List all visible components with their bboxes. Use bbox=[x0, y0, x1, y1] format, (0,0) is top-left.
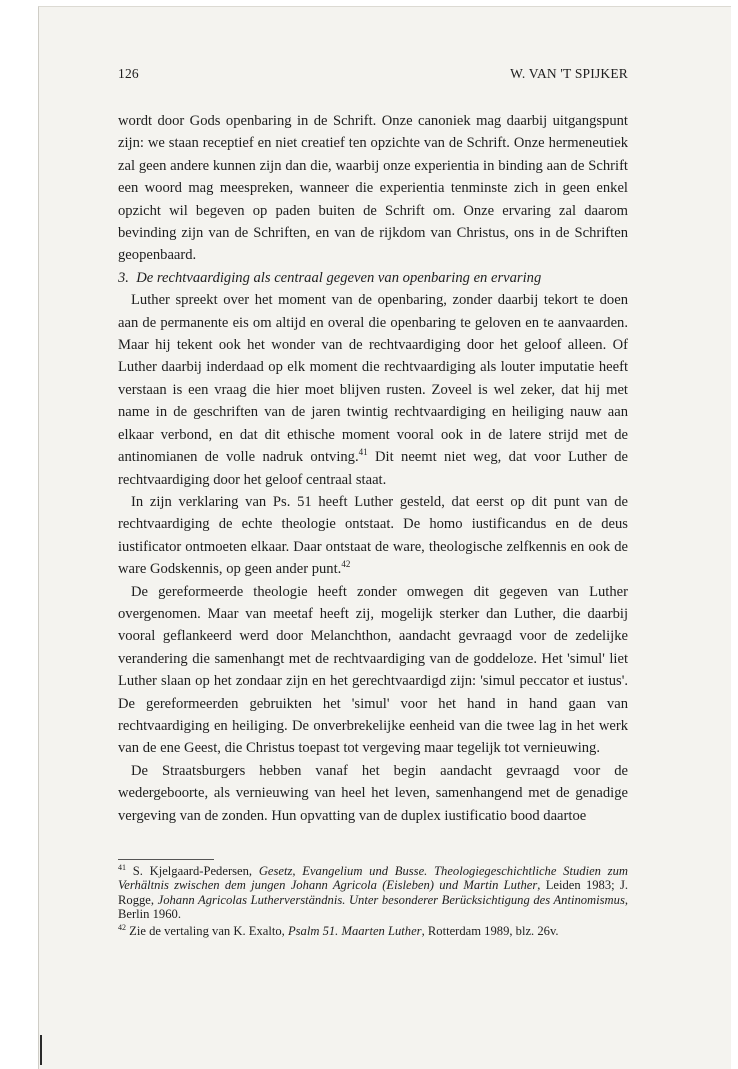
paragraph-intro: wordt door Gods openbaring in de Schrift. Onze canoniek mag daarbij uitgangspunt zijn: we staan receptief en niet creatief ten opzichte van de Schrift. Onze hermeneutiek zal geen andere kunnen zijn dan die, waarbij onze experientia in binding aan de Schrift een woord mag meespreken, wanneer die experientia tenminste zich in geen enkel opzicht wil begeven op paden buiten de Schrift om. Onze ervaring zal daarom bevinding zijn van de Schriften, en van de rijkdom van Christus, ons in de Schriften geopenbaard. bbox=[118, 113, 628, 264]
paragraph-reformed-theology: De gereformeerde theologie heeft zonder omwegen dit gegeven van Luther overgenomen. Maar van meetaf heeft zij, mogelijk sterker dan Luther, die daarbij vooral geflankeerd werd door Melanchthon, aandacht gevraagd voor de zedelijke verandering die samenhangt met de rechtvaardiging van de goddeloze. Het 'simul' liet Luther slaan op het zondaar zijn en het gerechtvaardigd zijn: 'simul peccator et iustus'. De gereformeerden gebruikten het 'simul' voor het hand in hand gaan van rechtvaardiging en heiliging. De onverbrekelijke eenheid van die twee lag in het werk van de ene Geest, die Christus toepast tot vergeving maar tegelijk tot vernieuwing. bbox=[118, 583, 628, 757]
footnote-42 bbox=[118, 924, 628, 938]
footnote-ref-41[interactable]: 41 bbox=[358, 447, 368, 458]
paragraph-text: Luther spreekt over het moment van de openbaring, zonder daarbij tekort te doen aan de permanente eis om altijd en overal die openbaring te geloven en te aanvaarden. Maar hij tekent ook het wonder van de rechtvaardiging door het geloof alleen. Of Luther daarbij inderdaad op elk moment die rechtvaardiging als louter imputatie heeft verstaan is een vraag die hier moet blijven rusten. Zoveel is wel zeker, dat hij met name in de geschriften van de jaren twintig rechtvaardiging en heiliging nauw aan elkaar verbond, en dat dit ethische moment vooral ook in de latere strijd met de antinomianen de volle nadruk ontving. bbox=[118, 292, 628, 466]
running-header bbox=[118, 66, 628, 86]
footnote-title: Psalm 51. Maarten Luther bbox=[287, 924, 422, 939]
scan-edge-mark bbox=[40, 1035, 42, 1065]
paragraph-text: Dit neemt niet weg, dat voor Luther de rechtvaardiging door het geloof centraal staat. bbox=[118, 449, 629, 488]
page-number: 126 bbox=[118, 66, 139, 81]
footnote-divider bbox=[118, 859, 214, 860]
footnote-41 bbox=[118, 864, 628, 921]
footnote-title: Gesetz, Evangelium und Busse. Theologiegeschichtliche Studien zum Verhältnis zwischen dem jungen Johann Agricola (Eisleben) und Martin Luther bbox=[118, 864, 628, 893]
section-title: De rechtvaardiging als centraal gegeven van openbaring en ervaring bbox=[136, 269, 542, 286]
section-heading bbox=[118, 267, 628, 289]
paragraph-luther-revelation bbox=[118, 289, 628, 491]
footnotes bbox=[118, 864, 628, 941]
running-head-author: W. VAN 'T SPIJKER bbox=[510, 66, 628, 81]
section-number: 3. bbox=[118, 269, 129, 286]
footnote-text: , Rotterdam 1989, blz. 26v. bbox=[421, 924, 559, 939]
body-text bbox=[118, 110, 628, 827]
footnote-text: S. Kjelgaard-Pedersen, bbox=[132, 864, 259, 878]
paragraph-text: In zijn verklaring van Ps. 51 heeft Luther gesteld, dat eerst op dit punt van de rechtvaardiging de echte theologie ontstaat. De homo iustificandus en de deus iustificator ontmoeten elkaar. Daar ontstaat de ware, theologische zelfkennis en ook de ware Godskennis, op geen ander punt. bbox=[118, 493, 628, 578]
footnote-text: Zie de vertaling van K. Exalto, bbox=[129, 924, 288, 939]
footnote-title: Johann Agricolas Lutherverständnis. Unter besonderer Berücksichtigung des Antinomismus bbox=[157, 892, 625, 907]
paragraph-strasbourgers: De Straatsburgers hebben vanaf het begin aandacht gevraagd voor de wedergeboorte, als vernieuwing van heel het leven, samenhangend met de genadige vergeving van de zonden. Hun opvatting van de duplex iustificatio bood daartoe bbox=[118, 762, 628, 824]
footnote-text: J. Rogge, bbox=[118, 878, 628, 907]
scan-margin-left bbox=[0, 0, 38, 1068]
footnote-number: 42 bbox=[118, 923, 126, 932]
footnote-number: 41 bbox=[118, 862, 126, 872]
paragraph-psalm-51 bbox=[118, 491, 628, 581]
footnote-text: , Berlin 1960. bbox=[118, 892, 629, 921]
footnote-text: , Leiden 1983; bbox=[537, 878, 620, 893]
footnote-ref-42[interactable]: 42 bbox=[341, 559, 351, 570]
